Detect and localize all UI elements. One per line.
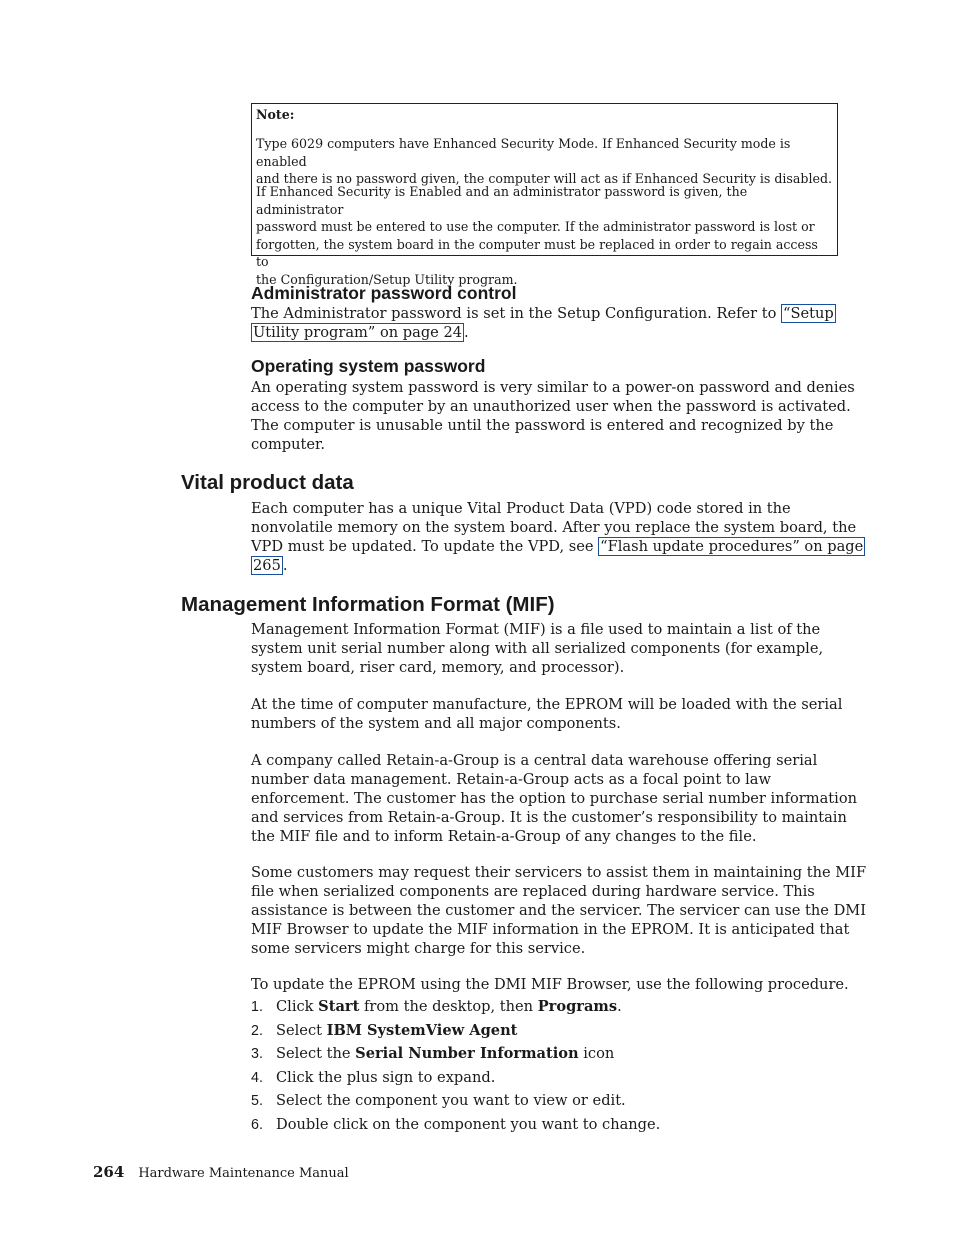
mif-text-line: numbers of the system and all major components. <box>251 715 621 732</box>
note-paragraph-1 <box>256 135 833 188</box>
mif-paragraph-2 <box>251 695 851 733</box>
step-number: 3. <box>251 1046 263 1062</box>
note-p1-line: and there is no password given, the computer will act as if Enhanced Security is disabled. <box>256 171 833 186</box>
mif-paragraph-4 <box>251 863 867 958</box>
vpd-text-prefix: VPD must be updated. To update the VPD, see <box>251 538 599 555</box>
mif-text-line: Some customers may request their servicers to assist them in maintaining the MIF <box>251 864 867 881</box>
mif-text-line: number data management. Retain-a-Group acts as a focal point to law <box>251 771 771 788</box>
os-text-line: access to the computer by an unauthorized user when the password is activated. <box>251 398 851 415</box>
step-text: Select the component you want to view or edit. <box>276 1092 626 1109</box>
admin-password-text <box>251 304 851 342</box>
os-password-heading: Operating system password <box>251 356 486 376</box>
setup-utility-link[interactable]: “Setup <box>783 305 834 322</box>
note-label: Note: <box>256 107 295 122</box>
step-text: from the desktop, then <box>359 998 538 1015</box>
os-password-text <box>251 378 855 454</box>
admin-text-suffix: . <box>464 324 469 341</box>
mif-text-line: assistance is between the customer and the servicer. The servicer can use the DMI <box>251 902 866 919</box>
step-text: icon <box>578 1045 615 1062</box>
step-number: 2. <box>251 1022 263 1039</box>
note-paragraph-2 <box>256 183 833 288</box>
step-number: 5. <box>251 1093 263 1109</box>
os-text-line: The computer is unusable until the password is entered and recognized by the <box>251 417 834 434</box>
mif-text-line: A company called Retain-a-Group is a central data warehouse offering serial <box>251 752 818 769</box>
step-number: 6. <box>251 1116 263 1133</box>
mif-text-line: Management Information Format (MIF) is a file used to maintain a list of the <box>251 621 821 638</box>
vpd-text <box>251 499 864 575</box>
flash-update-link-continued[interactable]: 265 <box>253 557 281 574</box>
vpd-text-suffix: . <box>282 557 288 574</box>
note-p2-line: the Configuration/Setup Utility program. <box>256 271 518 287</box>
mif-text-line: system board, riser card, memory, and processor). <box>251 659 625 676</box>
admin-password-heading: Administrator password control <box>251 283 517 303</box>
step-text: Select <box>276 1021 327 1039</box>
setup-utility-link-continued[interactable]: Utility program” on page 24 <box>253 324 463 341</box>
note-p1-line: Type 6029 computers have Enhanced Security Mode. If Enhanced Security mode is enabled <box>256 136 791 169</box>
manual-title: Hardware Maintenance Manual <box>138 1166 349 1181</box>
page-number: 264 <box>93 1163 125 1181</box>
mif-text-line: system unit serial number along with all serialized components (for example, <box>251 640 824 657</box>
step-text: . <box>617 998 622 1015</box>
note-p2-line: If Enhanced Security is Enabled and an administrator password is given, the administrator <box>256 184 748 217</box>
vpd-text-line: Each computer has a unique Vital Product Data (VPD) code stored in the <box>251 500 791 517</box>
flash-update-link[interactable]: “Flash update procedures” on page <box>600 538 864 555</box>
step-bold-text: IBM SystemView Agent <box>326 1021 518 1039</box>
mif-paragraph-3 <box>251 751 858 846</box>
step-text: Double click on the component you want to change. <box>276 1115 661 1133</box>
note-p2-line: password must be entered to use the computer. If the administrator password is lost or <box>256 219 815 234</box>
mif-text-line: file when serialized components are replaced during hardware service. This <box>251 883 815 900</box>
mif-text-line: MIF Browser to update the MIF information in the EPROM. It is anticipated that <box>251 921 850 938</box>
mif-text-line: and services from Retain-a-Group. It is the customer’s responsibility to maintain <box>251 809 847 826</box>
step-bold-text: Programs <box>537 998 618 1015</box>
step-number: 1. <box>251 999 263 1015</box>
step-text: Click the plus sign to expand. <box>276 1068 496 1086</box>
vpd-text-line: nonvolatile memory on the system board. After you replace the system board, the <box>251 519 857 536</box>
note-box <box>251 103 838 287</box>
list-item <box>251 1069 495 1086</box>
mif-text-line: enforcement. The customer has the option to purchase serial number information <box>251 790 858 807</box>
list-item <box>251 1022 517 1039</box>
list-item <box>251 1045 614 1062</box>
list-item <box>251 1092 626 1109</box>
note-p2-line: forgotten, the system board in the computer must be replaced in order to regain access to <box>256 236 818 269</box>
vpd-heading: Vital product data <box>181 471 354 494</box>
step-bold-text: Serial Number Information <box>355 1045 579 1062</box>
os-text-line: computer. <box>251 436 326 453</box>
step-number: 4. <box>251 1069 263 1086</box>
mif-paragraph-1 <box>251 620 851 677</box>
mif-paragraph-5: To update the EPROM using the DMI MIF Browser, use the following procedure. <box>251 976 849 993</box>
step-text: Select the <box>276 1045 356 1062</box>
mif-text-line: At the time of computer manufacture, the EPROM will be loaded with the serial <box>251 696 843 713</box>
admin-text-prefix: The Administrator password is set in the Setup Configuration. Refer to <box>251 305 782 322</box>
os-text-line: An operating system password is very similar to a power-on password and denies <box>251 379 855 396</box>
step-text: Click <box>276 998 319 1015</box>
mif-heading: Management Information Format (MIF) <box>181 593 555 616</box>
mif-text-line: some servicers might charge for this service. <box>251 940 586 957</box>
mif-text-line: the MIF file and to inform Retain-a-Group of any changes to the file. <box>251 828 757 845</box>
list-item <box>251 1116 660 1133</box>
page-footer <box>93 1163 349 1181</box>
step-bold-text: Start <box>318 998 360 1015</box>
procedure-list <box>251 998 851 1138</box>
list-item <box>251 998 622 1015</box>
